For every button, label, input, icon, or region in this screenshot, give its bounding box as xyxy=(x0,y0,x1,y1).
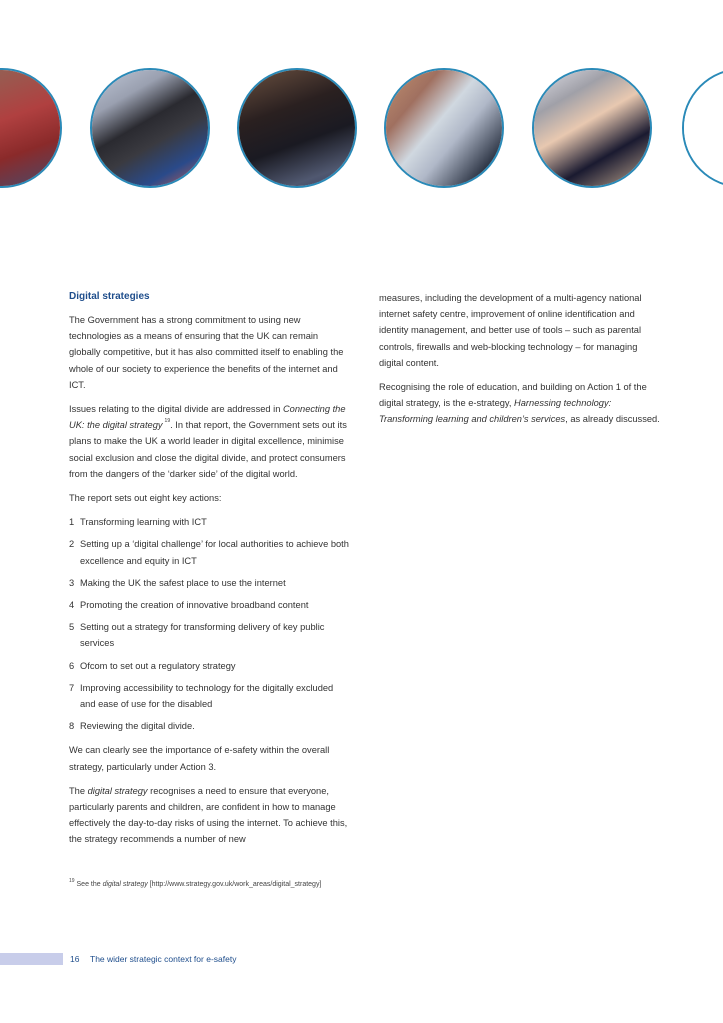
list-item xyxy=(69,597,349,613)
photo-strip xyxy=(0,0,723,200)
list-number: 1 xyxy=(69,517,75,528)
estrategy-title: Harnessing technology: Transforming learning and children’s services xyxy=(379,398,612,425)
list-item xyxy=(69,575,349,591)
paragraph-intro: The Government has a strong commitment to using new technologies as a means of ensuring that the UK can remain globally competitive, but it has also committed itself to enabling the whole of our society to experience the benefits of the internet and ICT. xyxy=(69,315,344,390)
photo-empty-circle xyxy=(682,68,723,188)
footnote-italic: digital strategy xyxy=(102,881,148,888)
footnote-number: 19 xyxy=(69,878,75,884)
list-number: 2 xyxy=(69,539,75,550)
list-number: 4 xyxy=(69,600,75,611)
paragraph-digital-divide xyxy=(69,401,349,482)
photo-girl-robot xyxy=(532,68,652,188)
list-number: 7 xyxy=(69,682,75,693)
text: Issues relating to the digital divide are addressed in xyxy=(69,404,283,415)
text: The xyxy=(69,785,88,796)
left-column xyxy=(69,290,349,856)
list-item xyxy=(69,536,349,568)
footer-bar xyxy=(0,953,63,965)
photo-girl-writing xyxy=(0,68,62,188)
paragraph-esafety-importance: We can clearly see the importance of e-safety within the overall strategy, particularly under Action 3. xyxy=(69,745,330,772)
list-text: Ofcom to set out a regulatory strategy xyxy=(80,660,236,671)
footnote xyxy=(69,880,369,890)
footnote-link[interactable]: [http://www.strategy.gov.uk/work_areas/digital_strategy] xyxy=(147,881,322,888)
text: See the xyxy=(76,881,103,888)
list-item xyxy=(69,718,349,734)
text: , as already discussed. xyxy=(565,414,660,425)
text: recognises a need to ensure that everyone, particularly parents and children, are confident in how to manage effectively the day-to-day risks of using the internet. To achieve this, the strategy recommends a number of new xyxy=(69,785,348,845)
list-text: Setting up a ‘digital challenge’ for local authorities to achieve both excellence and equity in ICT xyxy=(80,539,349,566)
list-number: 5 xyxy=(69,622,75,633)
strategy-title: digital strategy xyxy=(87,785,148,796)
paragraph-education-role xyxy=(379,379,664,428)
key-actions-list xyxy=(69,514,349,734)
text: Recognising the role of education, and building on Action 1 of the digital strategy, is the e-strategy, xyxy=(379,382,647,409)
photo-child-laptop xyxy=(90,68,210,188)
text: . In that report, the Government sets out its plans to make the UK a world leader in digital excellence, minimise social exclusion and close the digital divide, and protect consumers from the dangers of the ‘darker side’ of the digital world. xyxy=(69,420,347,479)
list-number: 8 xyxy=(69,721,75,732)
paragraph-strategy-recognises xyxy=(69,783,349,848)
running-footer-title: The wider strategic context for e-safety xyxy=(90,954,237,964)
list-text: Promoting the creation of innovative broadband content xyxy=(80,600,309,611)
list-item xyxy=(69,514,349,530)
list-item xyxy=(69,658,349,674)
photo-tablet-drawing xyxy=(384,68,504,188)
paragraph-key-actions-intro: The report sets out eight key actions: xyxy=(69,493,222,504)
footnote-ref[interactable]: 19 xyxy=(164,418,171,425)
list-text: Transforming learning with ICT xyxy=(80,517,207,528)
paragraph-measures: measures, including the development of a multi-agency national internet safety centre, improvement of online identification and identity management, and better use of tools – such as parental controls, firewalls and web-blocking technology – for managing digital content. xyxy=(379,293,642,368)
page-number: 16 xyxy=(70,954,80,964)
list-text: Improving accessibility to technology for the digitally excluded and ease of use for the disabled xyxy=(80,682,334,710)
list-item xyxy=(69,619,349,651)
list-text: Making the UK the safest place to use the internet xyxy=(80,577,286,588)
list-number: 3 xyxy=(69,577,75,588)
list-item xyxy=(69,680,349,712)
list-text: Reviewing the digital divide. xyxy=(80,721,195,732)
right-column xyxy=(379,290,664,436)
list-text: Setting out a strategy for transforming delivery of key public services xyxy=(80,622,325,649)
list-number: 6 xyxy=(69,660,75,671)
photo-boy-stylus xyxy=(237,68,357,188)
report-title: Connecting the UK: the digital strategy xyxy=(69,404,346,431)
section-heading: Digital strategies xyxy=(69,291,150,302)
